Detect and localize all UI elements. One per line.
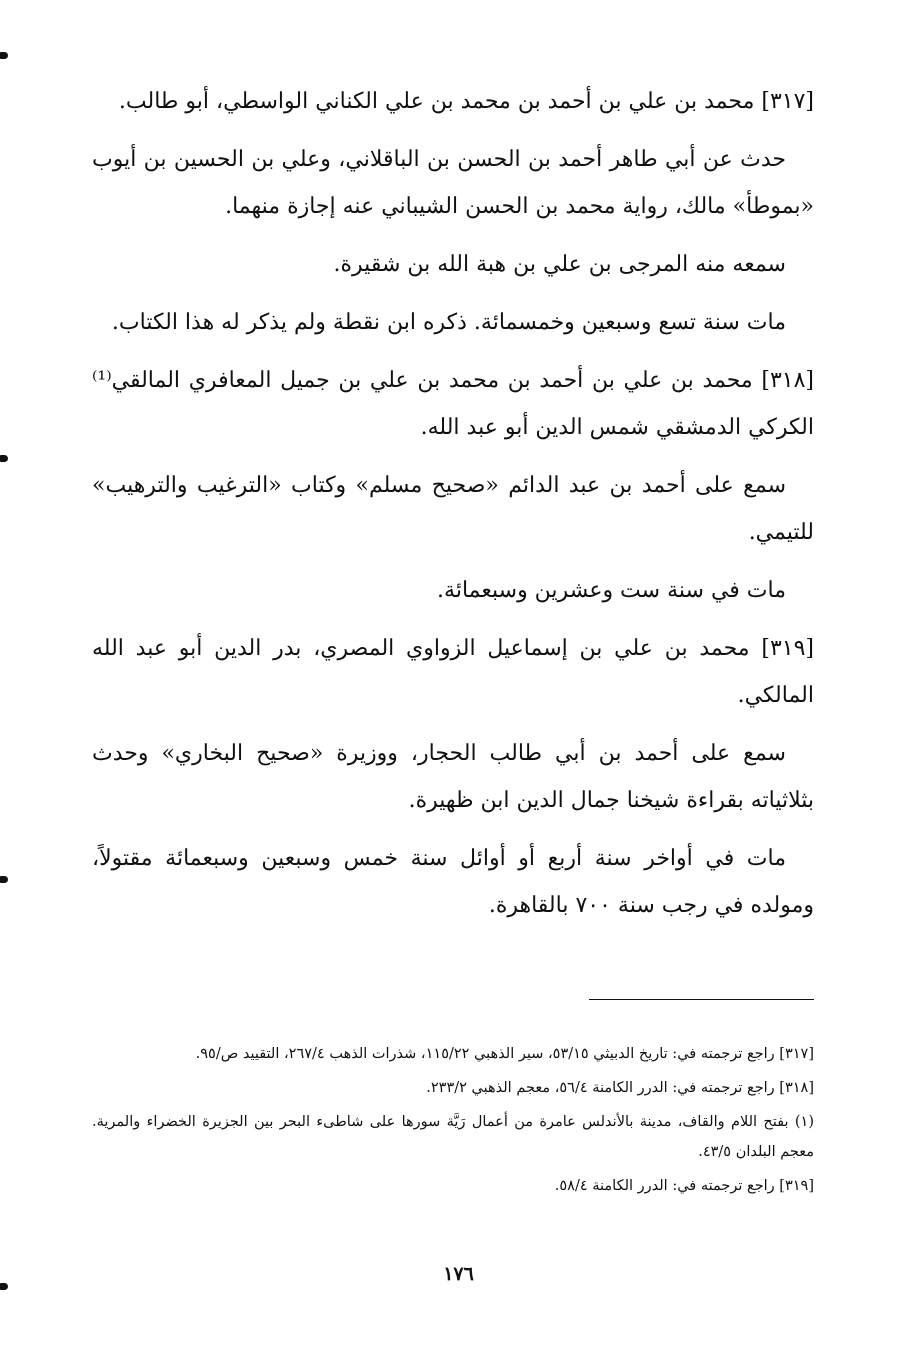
footnote: (١) بفتح اللام والقاف، مدينة بالأندلس عامرة من أعمال رَيَّة سورها على شاطىء البحر بين الجزيرة الخضراء والمرية. معجم البلدان ٤٣/٥. (92, 1114, 814, 1160)
footnote: [٣١٨] راجع ترجمته في: الدرر الكامنة ٥٦/٤، معجم الذهبي ٢٣٣/٢. (426, 1080, 814, 1096)
footnotes (92, 1039, 814, 1205)
entry-317-paragraph: حدث عن أبي طاهر أحمد بن الحسن بن الباقلاني، وعلي بن الحسين بن أيوب «بموطأ» مالك، رواية محمد بن الحسن الشيباني عنه إجازة منهما. (92, 147, 814, 219)
page-number: ١٧٦ (443, 1263, 474, 1285)
entry-319-paragraph: سمع على أحمد بن أبي طالب الحجار، ووزيرة «صحيح البخاري» وحدث بثلاثياته بقراءة شيخنا جمال الدين ابن ظهيرة. (92, 741, 814, 813)
scan-edge-mark (0, 52, 8, 59)
entry-318-paragraph: مات في سنة ست وعشرين وسبعمائة. (437, 578, 786, 603)
scan-edge-mark (0, 455, 8, 462)
entry-318-heading: [٣١٨] محمد بن علي بن أحمد بن محمد بن علي بن جميل المعافري المالقي⁽¹⁾ الكركي الدمشقي شمس الدين أبو عبد الله. (92, 368, 814, 440)
footnote: [٣١٩] راجع ترجمته في: الدرر الكامنة ٥٨/٤. (554, 1178, 814, 1194)
entry-319-paragraph: مات في أواخر سنة أربع أو أوائل سنة خمس وسبعين وسبعمائة مقتولاً، ومولده في رجب سنة ٧٠٠ بالقاهرة. (92, 846, 814, 918)
main-text (92, 78, 814, 940)
entry-317-paragraph: مات سنة تسع وسبعين وخمسمائة. ذكره ابن نقطة ولم يذكر له هذا الكتاب. (111, 310, 786, 335)
entry-317-paragraph: سمعه منه المرجى بن علي بن هبة الله بن شقيرة. (333, 252, 786, 277)
scan-edge-mark (0, 876, 8, 883)
entry-318-paragraph: سمع على أحمد بن عبد الدائم «صحيح مسلم» وكتاب «الترغيب والترهيب» للتيمي. (92, 473, 814, 545)
entry-319-heading: [٣١٩] محمد بن علي بن إسماعيل الزواوي المصري، بدر الدين أبو عبد الله المالكي. (92, 636, 814, 708)
footnote: [٣١٧] راجع ترجمته في: تاريخ الدبيثي ٥٣/١٥، سير الذهبي ١١٥/٢٢، شذرات الذهب ٢٦٧/٤، التقييد ص/٩٥. (195, 1046, 814, 1062)
entry-317-heading: [٣١٧] محمد بن علي بن أحمد بن محمد بن علي الكناني الواسطي، أبو طالب. (118, 89, 814, 114)
footnote-divider (589, 999, 814, 1000)
